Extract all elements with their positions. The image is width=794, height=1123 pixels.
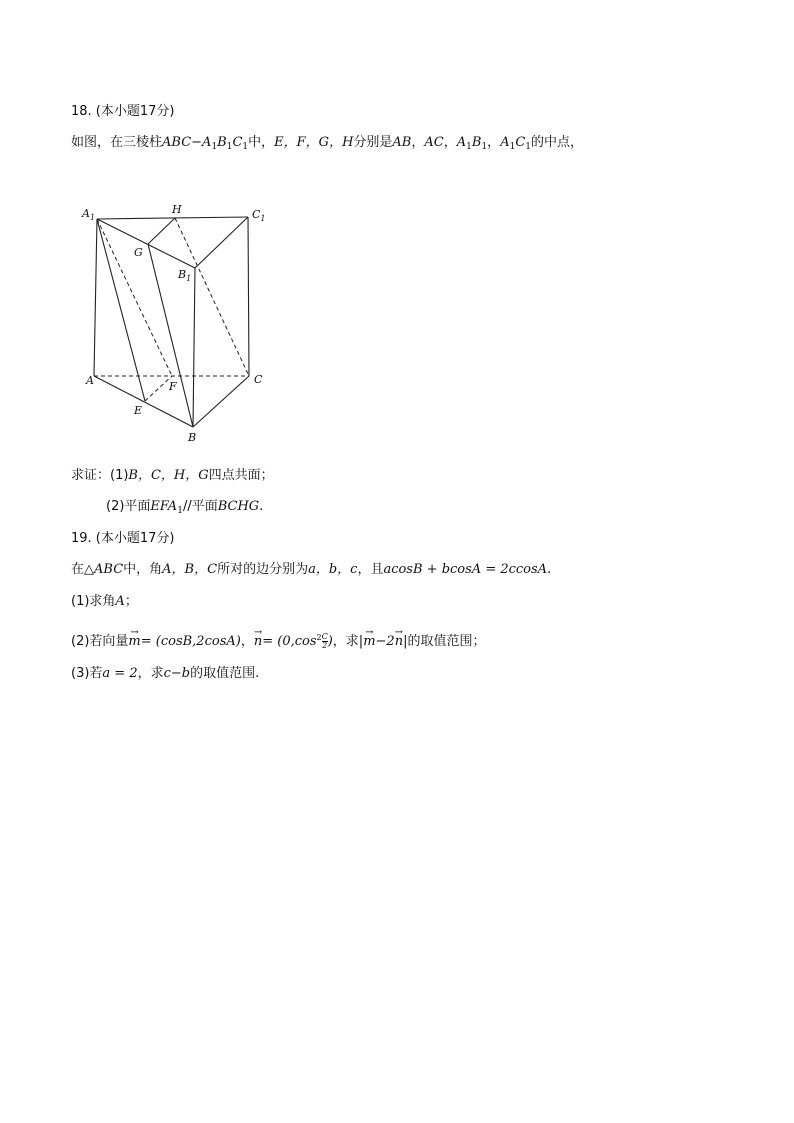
label-G: G <box>134 246 143 259</box>
label-C1: $C_1$ <box>252 208 266 223</box>
q19-part-1: (1)求角A； <box>71 594 138 609</box>
q18-proof-2: (2)平面$EFA_1//$平面BCHG. <box>106 499 264 516</box>
label-C: C <box>254 373 263 386</box>
q19-intro: 在△ABC中，角A，B，C所对的边分别为a，b，c，且acosB + bcosA = 2ccosA. <box>71 562 552 577</box>
label-F: F <box>169 380 177 393</box>
label-B: B <box>188 431 197 444</box>
q18-header: 18. (本小题17分) <box>71 104 175 119</box>
label-B1: $B_1$ <box>178 268 192 283</box>
q19-part-2: (2)若向量→ m= (cosB,2cosA)，→ $n= (0,\cos^2$ $\frac{C}{2}$ )，求|→ m−2→ n|的取值范围； <box>71 629 485 651</box>
label-H: H <box>172 203 182 216</box>
q19-header: 19. (本小题17分) <box>71 531 175 546</box>
prism-figure <box>80 200 280 450</box>
q18-proof-1: 求证：(1)B，C，H，G四点共面； <box>71 468 274 483</box>
q18-intro: 如图，在三棱柱$ABC-A_1B_1C_1$中，E，F，G，H分别是AB，AC，$A_1B_1$，$A_1C_1$的中点， <box>71 135 584 152</box>
q19-part-3: (3)若a = 2，求c−b的取值范围. <box>71 666 260 681</box>
label-E: E <box>134 404 143 417</box>
label-A1: $A_1$ <box>82 207 96 222</box>
label-A: A <box>86 374 94 387</box>
